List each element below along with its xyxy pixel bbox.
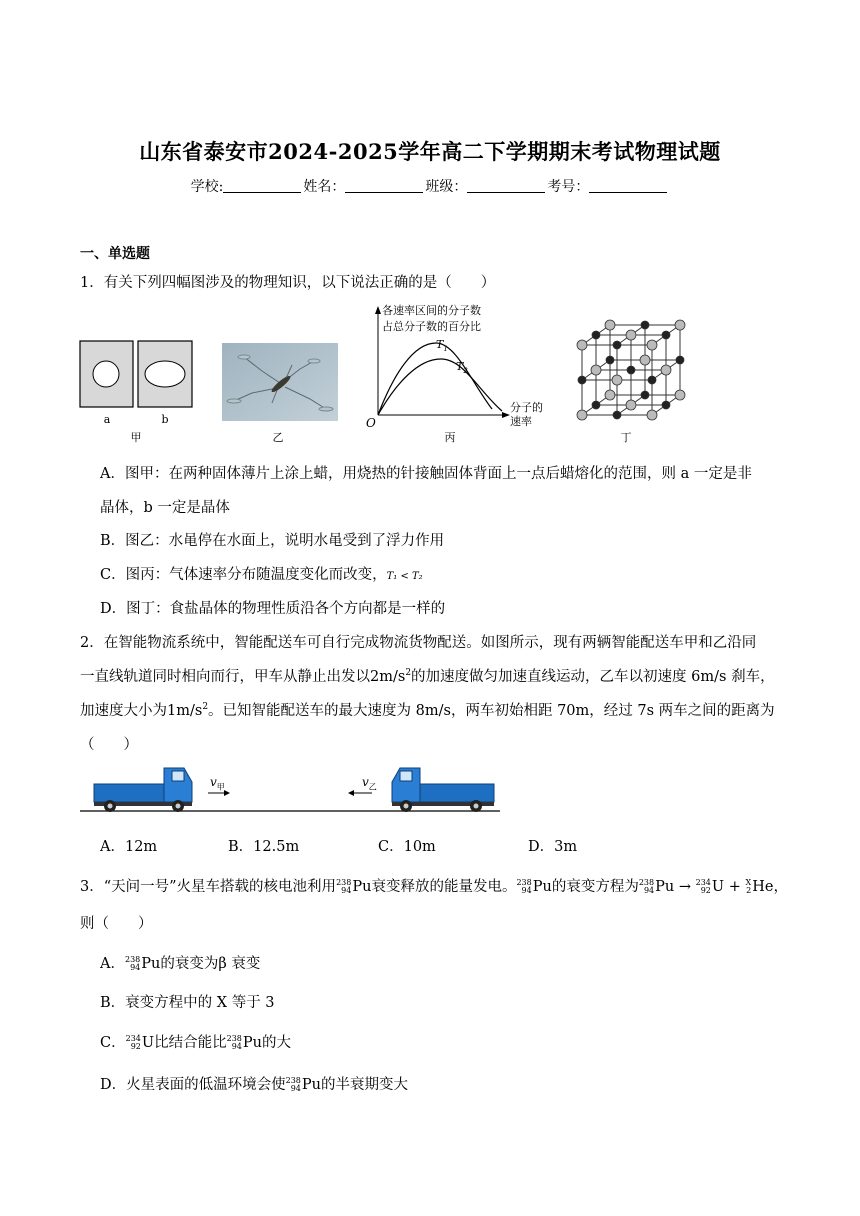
wax-ellipse: [145, 361, 185, 387]
q3-option-c[interactable]: C． 234 92 U比结合能比 238 94 Pu的大: [100, 1034, 292, 1051]
label-bing: 丙: [444, 431, 456, 444]
figure-jia: [79, 340, 195, 440]
q2-line-2: 一直线轨道同时相向而行，甲车从静止出发以$2m/s^2$的加速度做匀加速直线运动，乙车以初速度 6m/s 刹车，: [80, 668, 775, 685]
graph-ylabel-1: 各速率区间的分子数: [382, 304, 481, 317]
curve-t2: [378, 359, 502, 415]
student-info-line: [0, 176, 860, 196]
truck-yi: [392, 768, 494, 812]
q1-option-d[interactable]: D．图丁：食盐晶体的物理性质沿各个方向都是一样的: [100, 601, 446, 617]
q2-option-b[interactable]: B．12.5m: [228, 839, 300, 855]
graph-xlabel-2: 速率: [510, 415, 532, 428]
wax-circle: [93, 361, 119, 387]
label-jia: 甲: [130, 431, 142, 444]
class-blank[interactable]: [467, 178, 545, 193]
q1-option-c[interactable]: C．图丙：气体速率分布随温度变化而改变，T₁ < T₂: [100, 567, 423, 583]
q3-option-a[interactable]: A． 238 94 Pu的衰变为β 衰变: [100, 955, 261, 972]
q2-line-3: 加速度大小为$1m/s^2$。已知智能配送车的最大速度为 8m/s，两车初始相距 70m，经过 7s 两车之间的距离为: [80, 702, 775, 719]
figure-yi-water-strider: [222, 343, 338, 421]
curve-t1: [378, 343, 492, 415]
q2-line-1: 2．在智能物流系统中，智能配送车可自行完成物流货物配送。如图所示，现有两辆智能配送车甲和乙沿同: [80, 635, 757, 651]
q2-line-4: （ ）: [80, 737, 138, 753]
label-b: b: [161, 413, 169, 426]
q2-option-a[interactable]: A．12m: [100, 839, 158, 855]
q3-line-1: 3．“天问一号”火星车搭载的核电池利用 238 94 Pu衰变释放的能量发电。 238 94 Pu的衰变方程为 238 94 Pu → 234 92 U + X 2 He，: [80, 878, 788, 895]
figure-trucks: [80, 762, 500, 818]
graph-origin: O: [366, 416, 376, 430]
q1-option-b[interactable]: B．图乙：水黾停在水面上，说明水黾受到了浮力作用: [100, 533, 445, 549]
figure-ding-nacl-lattice: [574, 319, 686, 423]
section-heading: 一、单选题: [80, 246, 150, 262]
q2-option-d[interactable]: D．3m: [528, 839, 578, 855]
q1-stem: 1．有关下列四幅图涉及的物理知识，以下说法正确的是（ ）: [80, 275, 496, 291]
name-blank[interactable]: [345, 178, 423, 193]
exam-no-blank[interactable]: [589, 178, 667, 193]
label-ding: 丁: [620, 431, 632, 444]
q3-option-b[interactable]: B．衰变方程中的 X 等于 3: [100, 995, 275, 1011]
graph-xlabel-1: 分子的: [510, 401, 543, 414]
q1-option-a-line1[interactable]: A．图甲：在两种固体薄片上涂上蜡，用烧热的针接触固体背面上一点后蜡熔化的范围，则 a 一定是非: [100, 466, 752, 482]
page-title: 山东省泰安市2024-2025学年高二下学期期末考试物理试题: [139, 139, 721, 164]
q2-option-c[interactable]: C．10m: [378, 839, 436, 855]
q1-option-a-line2: 晶体，b 一定是晶体: [100, 500, 230, 516]
graph-t1-label: $T_1$: [436, 338, 448, 354]
q3-line-2: 则（ ）: [80, 916, 153, 932]
school-label: 学校:: [190, 179, 224, 195]
name-label: 姓名：: [303, 179, 346, 195]
truck-jia: [94, 768, 192, 812]
exam-no-label: 考号：: [547, 179, 590, 195]
graph-t2-label: $T_2$: [456, 360, 468, 376]
graph-ylabel-2: 占总分子数的百分比: [382, 320, 481, 333]
school-blank[interactable]: [223, 178, 301, 193]
q3-option-d[interactable]: D．火星表面的低温环境会使 238 94 Pu的半衰期变大: [100, 1076, 409, 1093]
v-jia-label: $v_甲$: [210, 775, 225, 792]
class-label: 班级：: [425, 179, 468, 195]
label-a: a: [103, 413, 111, 426]
label-yi: 乙: [272, 431, 284, 444]
v-yi-label: $v_乙$: [362, 775, 377, 792]
